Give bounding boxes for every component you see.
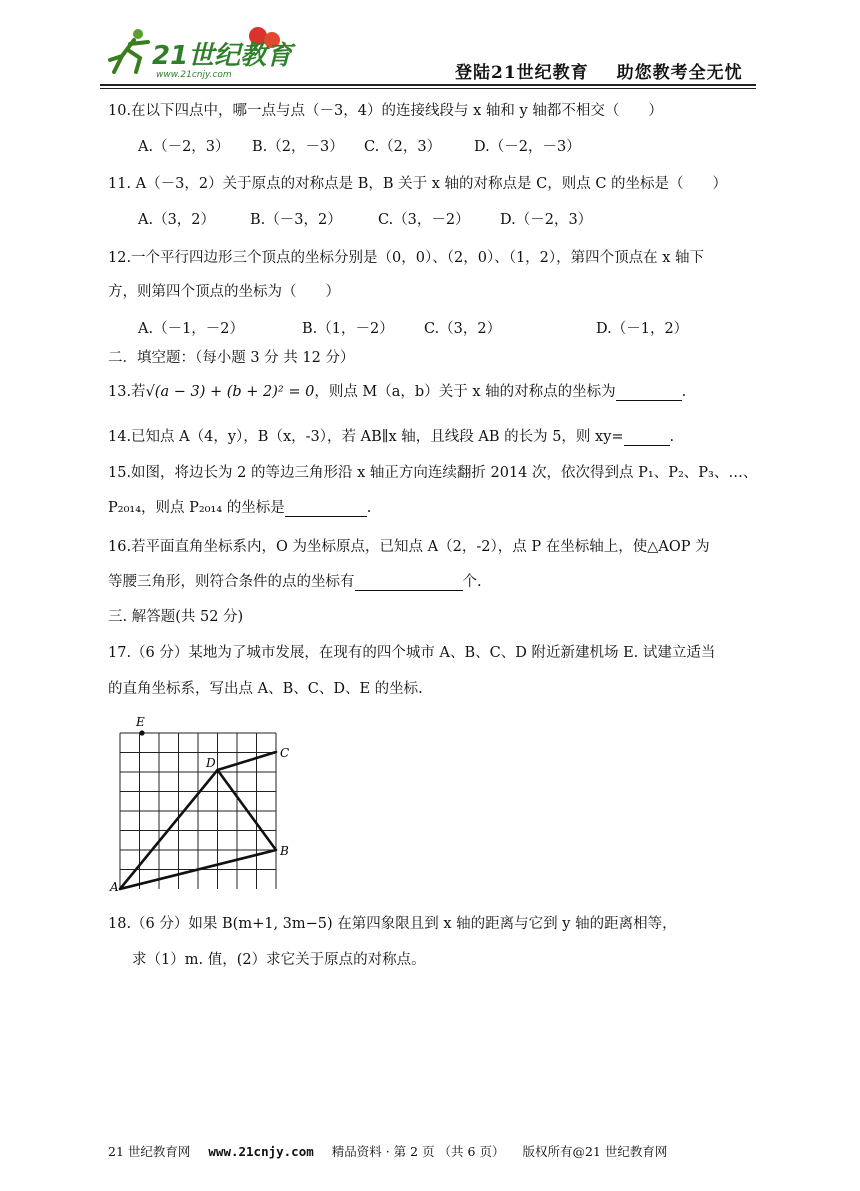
q14-end: .	[669, 429, 675, 445]
option-d: D.（－2，－3）	[474, 139, 581, 155]
q16-text-2: 等腰三角形，则符合条件的点的坐标有	[108, 574, 355, 590]
option-b: B.（2，－3）	[252, 139, 344, 155]
option-c: C.（3，2）	[424, 321, 502, 337]
footer-site: 21 世纪教育网	[108, 1144, 191, 1159]
question-12-line-2: 方，则第四个顶点的坐标为（ ）	[108, 284, 340, 300]
header-rule-thin	[100, 88, 756, 89]
slogan-left: 登陆21世纪教育	[455, 63, 589, 83]
footer-url[interactable]: www.21cnjy.com	[208, 1144, 314, 1159]
question-16-line-2	[108, 570, 482, 591]
slogan-right: 助您教考全无忧	[616, 63, 743, 83]
q13-prefix: 13.若	[108, 384, 146, 400]
option-b: B.（－3，2）	[250, 212, 342, 228]
grid	[120, 733, 276, 889]
logo-url: www.21cnjy.com	[156, 70, 232, 80]
question-17-line-1: 17.（6 分）某地为了城市发展，在现有的四个城市 A、B、C、D 附近新建机场 E. 试建立适当	[108, 645, 716, 661]
q14-answer-blank[interactable]	[624, 431, 670, 446]
question-11: 11. A（－3，2）关于原点的对称点是 B，B 关于 x 轴的对称点是 C，则点 C 的坐标是（ ）	[108, 176, 728, 192]
section-3-heading: 三. 解答题(共 52 分)	[108, 609, 244, 625]
question-16-line-1: 16.若平面直角坐标系内，O 为坐标原点，已知点 A（2，-2），点 P 在坐标轴上，使△AOP 为	[108, 539, 710, 555]
page-footer	[108, 1142, 667, 1160]
question-10-options	[138, 135, 581, 156]
question-14	[108, 425, 674, 446]
option-a: A.（－2，3）	[138, 139, 230, 155]
question-17-line-2: 的直角坐标系，写出点 A、B、C、D、E 的坐标.	[108, 681, 423, 697]
option-d: D.（－2，3）	[500, 212, 593, 228]
q13-suffix: ，则点 M（a，b）关于 x 轴的对称点的坐标为	[314, 384, 616, 400]
question-10: 10.在以下四点中，哪一点与点（－3，4）的连接线段与 x 轴和 y 轴都不相交（ ）	[108, 103, 663, 119]
q16-answer-blank[interactable]	[355, 576, 463, 591]
q13-answer-blank[interactable]	[616, 386, 682, 401]
question-18-line-2: 求（1）m. 值，(2）求它关于原点的对称点。	[132, 952, 426, 968]
label-a: A	[110, 880, 119, 894]
question-13	[108, 380, 686, 401]
option-c: C.（3，－2）	[378, 212, 470, 228]
city-grid-figure	[112, 713, 298, 893]
option-a: A.（3，2）	[138, 212, 216, 228]
option-c: C.（2，3）	[364, 139, 442, 155]
label-b: B	[280, 844, 289, 858]
label-d: D	[206, 756, 216, 770]
airport-e-point	[139, 730, 144, 735]
footer-copyright: 版权所有@21 世纪教育网	[522, 1144, 668, 1159]
q16-end: 个.	[462, 574, 482, 590]
runner-icon	[110, 29, 148, 72]
footer-page: 精品资料 · 第 2 页 （共 6 页）	[331, 1144, 505, 1159]
section-2-heading: 二．填空题：（每小题 3 分 共 12 分）	[108, 350, 355, 366]
option-a: A.（－1，－2）	[138, 321, 245, 337]
q15-answer-blank[interactable]	[285, 502, 367, 517]
q15-end: .	[366, 500, 372, 516]
option-b: B.（1，－2）	[302, 321, 394, 337]
logo-text: 21世纪教育	[152, 41, 293, 71]
option-d: D.（－1，2）	[596, 321, 689, 337]
question-18-line-1: 18.（6 分）如果 B(m+1, 3m−5) 在第四象限且到 x 轴的距离与它到 y 轴的距离相等，	[108, 916, 677, 932]
site-logo	[100, 22, 310, 80]
label-e: E	[136, 715, 145, 729]
label-c: C	[280, 746, 290, 760]
question-15-line-2	[108, 496, 371, 517]
q14-text: 14.已知点 A（4，y），B（x，-3），若 AB∥x 轴，且线段 AB 的长为 5，则 xy=	[108, 429, 624, 445]
question-12-line-1: 12.一个平行四边形三个顶点的坐标分别是（0，0）、（2，0）、（1，2），第四个顶点在 x 轴下	[108, 250, 705, 266]
q15-text-2: P₂₀₁₄，则点 P₂₀₁₄ 的坐标是	[108, 500, 285, 516]
header-slogan	[455, 58, 743, 83]
question-15-line-1: 15.如图，将边长为 2 的等边三角形沿 x 轴正方向连续翻折 2014 次，依次得到点 P₁、P₂、P₃、…、	[108, 465, 758, 481]
q13-end: .	[681, 384, 687, 400]
question-11-options	[138, 208, 592, 229]
header-rule	[100, 84, 756, 86]
q13-formula: √(a − 3) + (b + 2)² = 0	[145, 384, 315, 400]
question-12-options	[138, 317, 688, 338]
